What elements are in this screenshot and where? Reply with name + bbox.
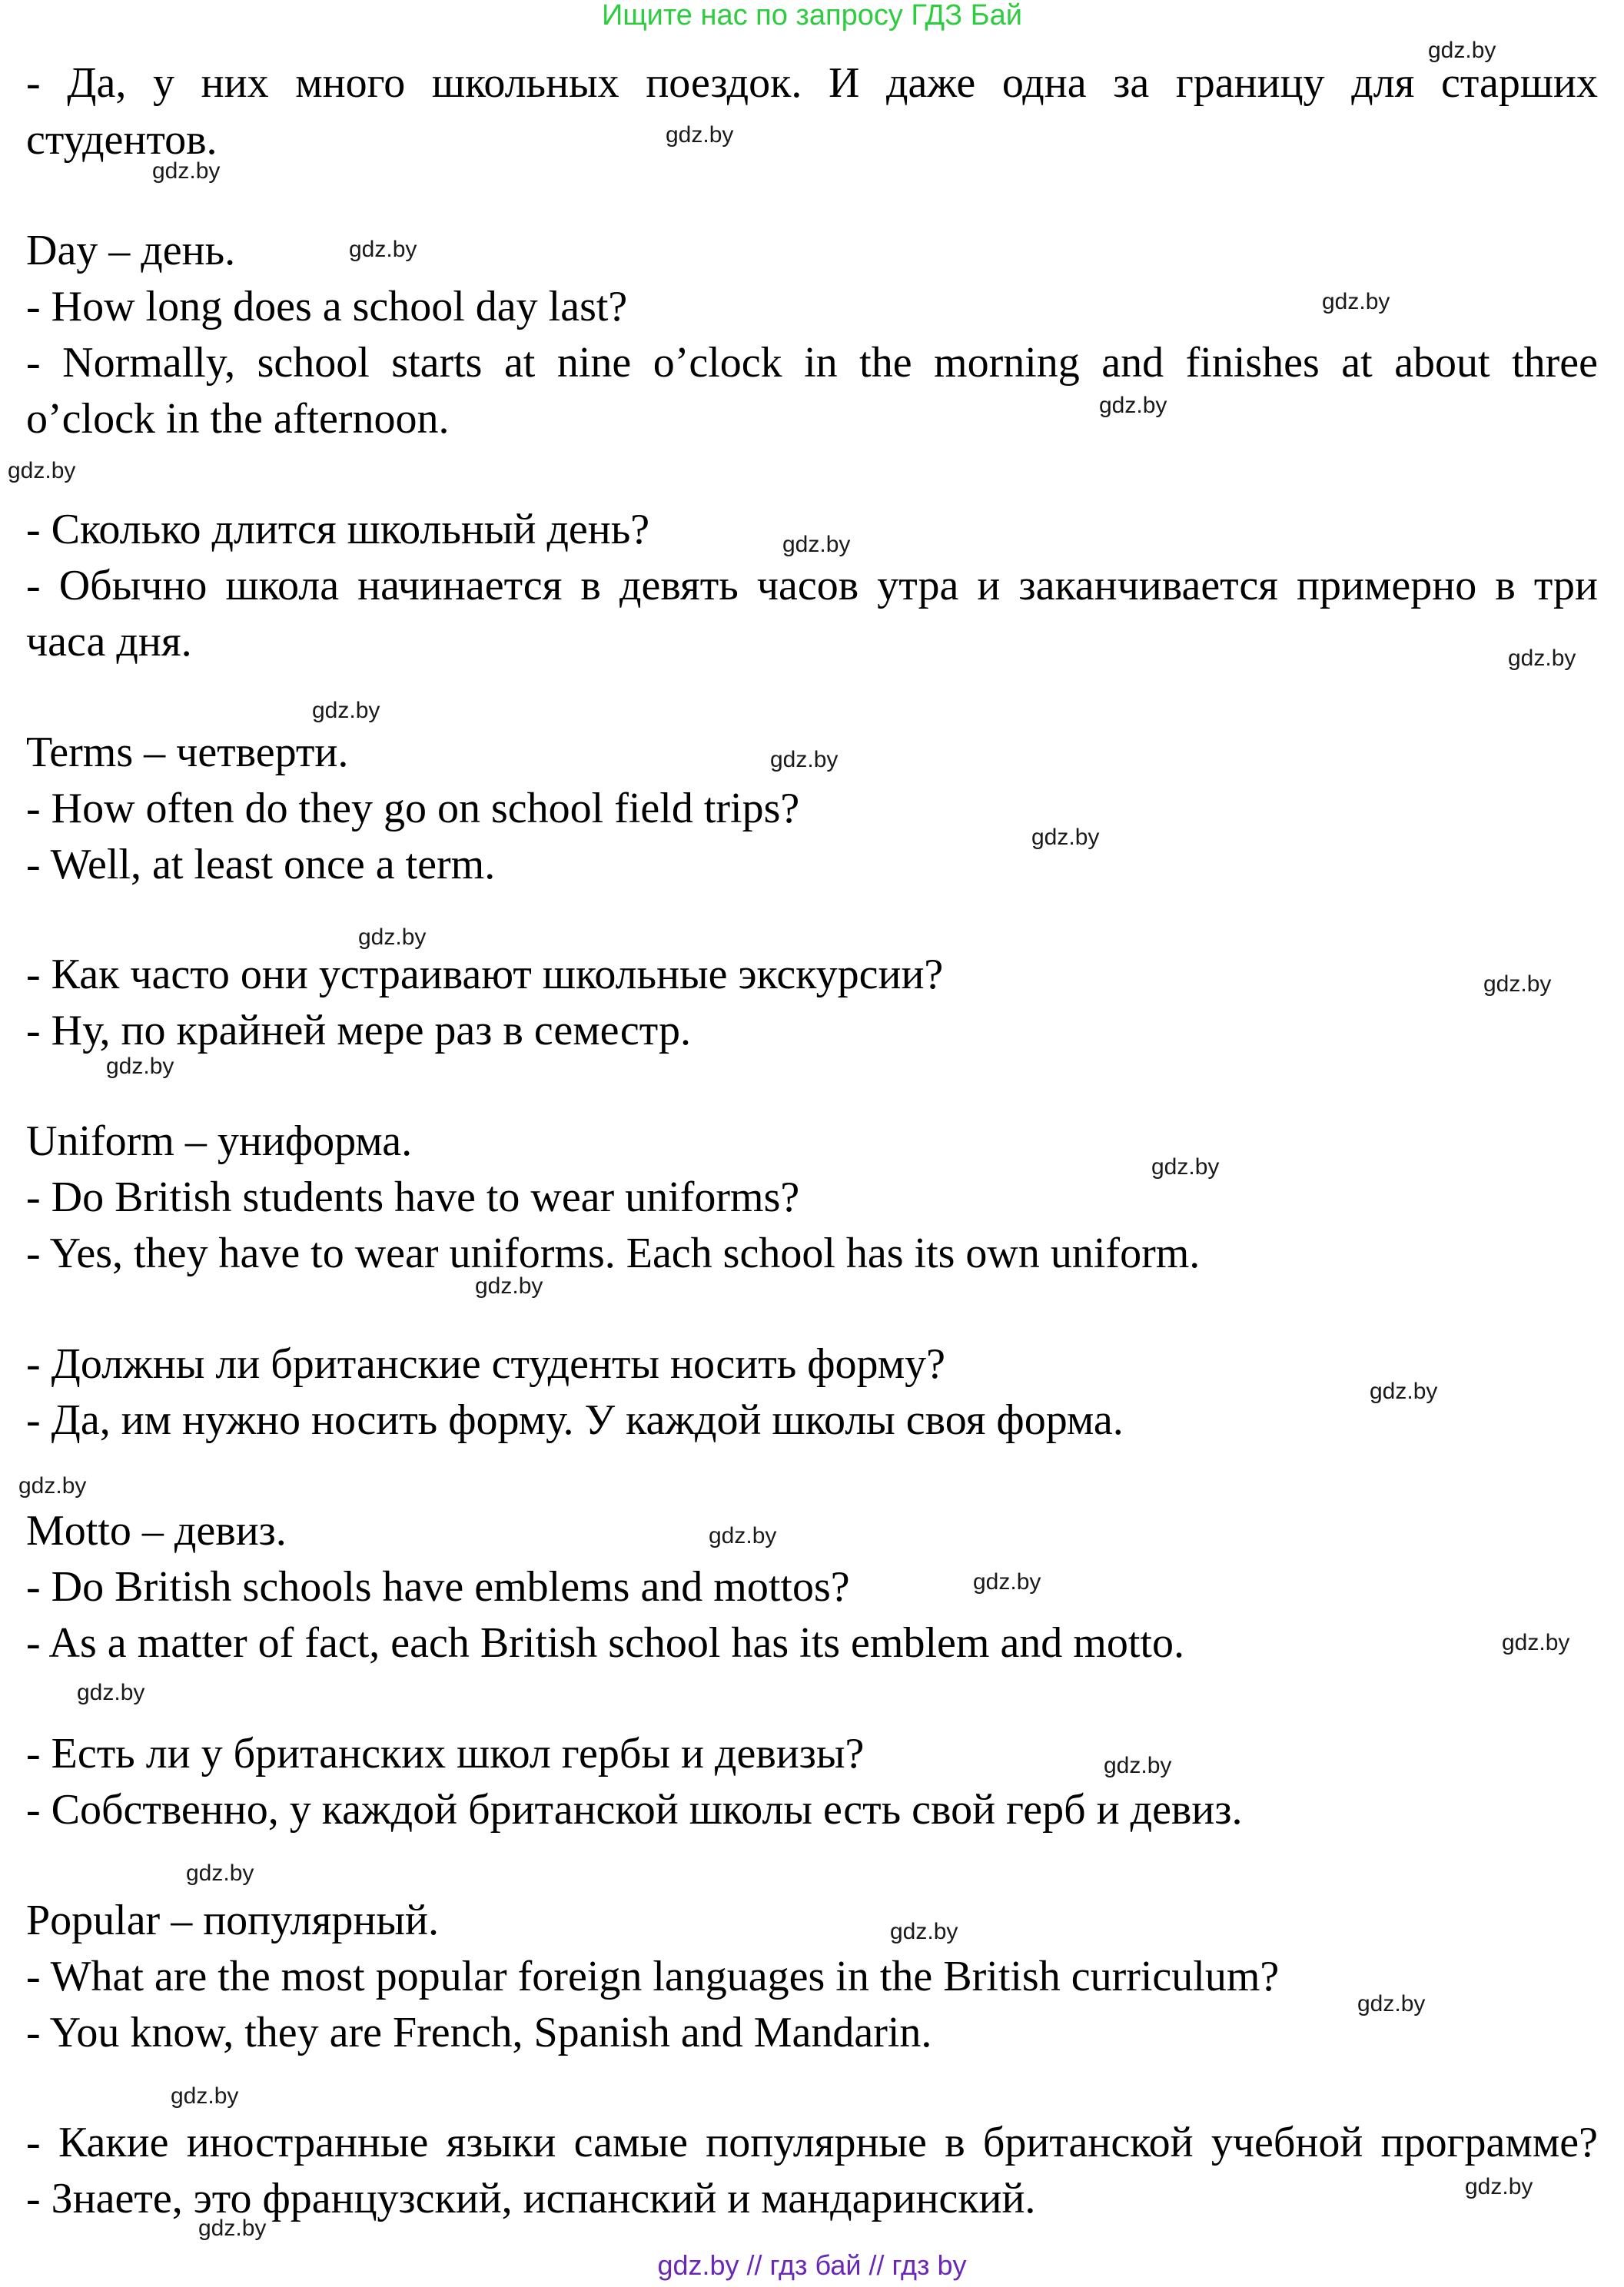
text-line: - Как часто они устраивают школьные экскурсии? [26,951,944,998]
watermark: gdz.by [8,458,76,483]
watermark: gdz.by [1428,38,1496,63]
watermark: gdz.by [1099,393,1167,418]
text-line: - Ну, по крайней мере раз в семестр. [26,1007,691,1054]
watermark: gdz.by [1465,2174,1533,2199]
watermark: gdz.by [186,1860,254,1886]
text-line: - How often do they go on school field trips? [26,785,800,832]
text-line: - Do British schools have emblems and mottos? [26,1563,850,1611]
text-line: - Обычно школа начинается в девять часов утра и заканчивается примерно в три [26,562,1598,609]
text-line: студентов. [26,116,218,164]
vocab-heading: Popular – популярный. [26,1897,439,1944]
text-line: - Да, им нужно носить форму. У каждой школы своя форма. [26,1396,1124,1444]
watermark: gdz.by [475,1273,543,1299]
watermark: gdz.by [890,1919,958,1944]
watermark: gdz.by [18,1473,87,1499]
watermark: gdz.by [1502,1630,1570,1655]
vocab-heading: Terms – четверти. [26,729,349,776]
text-line: - Собственно, у каждой британской школы есть свой герб и девиз. [26,1786,1243,1834]
text-line: - Знаете, это французский, испанский и мандаринский. [26,2175,1036,2222]
watermark: gdz.by [358,924,427,950]
text-line: - Должны ли британские студенты носить форму? [26,1340,945,1388]
text-line: - You know, they are French, Spanish and Mandarin. [26,2009,932,2056]
watermark: gdz.by [973,1569,1041,1595]
text-line: - Well, at least once a term. [26,841,496,888]
text-line: - What are the most popular foreign languages in the British curriculum? [26,1953,1280,2000]
text-line: - How long does a school day last? [26,283,628,330]
text-line: - Сколько длится школьный день? [26,506,650,553]
watermark: gdz.by [171,2083,239,2109]
vocab-heading: Day – день. [26,227,236,274]
watermark: gdz.by [1322,289,1390,314]
watermark: gdz.by [1508,646,1576,671]
text-line: - As a matter of fact, each British school has its emblem and motto. [26,1619,1184,1667]
watermark: gdz.by [709,1523,777,1548]
vocab-heading: Uniform – униформа. [26,1117,413,1165]
watermark: gdz.by [782,532,851,557]
watermark: gdz.by [198,2216,267,2241]
watermark: gdz.by [152,158,221,184]
text-line: часа дня. [26,618,192,666]
text-line: o’clock in the afternoon. [26,395,450,443]
text-line: - Да, у них много школьных поездок. И даже одна за границу для старших [26,59,1598,107]
watermark: gdz.by [666,122,734,148]
watermark: gdz.by [106,1054,174,1079]
watermark: gdz.by [1483,971,1552,997]
text-line: - Normally, school starts at nine o’clock in the morning and finishes at about three [26,339,1598,387]
watermark: gdz.by [770,747,839,772]
watermark: gdz.by [1151,1154,1220,1180]
text-line: - Yes, they have to wear uniforms. Each school has its own uniform. [26,1230,1201,1277]
text-line: - Есть ли у британских школ гербы и девизы? [26,1730,865,1777]
watermark: gdz.by [1031,825,1100,850]
text-line: - Какие иностранные языки самые популярные в британской учебной программе? [26,2119,1598,2166]
text-line: - Do British students have to wear uniforms? [26,1173,800,1221]
watermark: gdz.by [312,698,380,723]
watermark: gdz.by [1357,1991,1426,2016]
footer-links[interactable]: gdz.by // гдз бай // гдз by [657,2249,967,2281]
vocab-heading: Motto – девиз. [26,1507,287,1555]
top-banner[interactable]: Ищите нас по запросу ГДЗ Бай [602,0,1022,32]
watermark: gdz.by [349,237,417,262]
watermark: gdz.by [77,1680,145,1705]
watermark: gdz.by [1104,1753,1172,1778]
watermark: gdz.by [1370,1379,1438,1404]
